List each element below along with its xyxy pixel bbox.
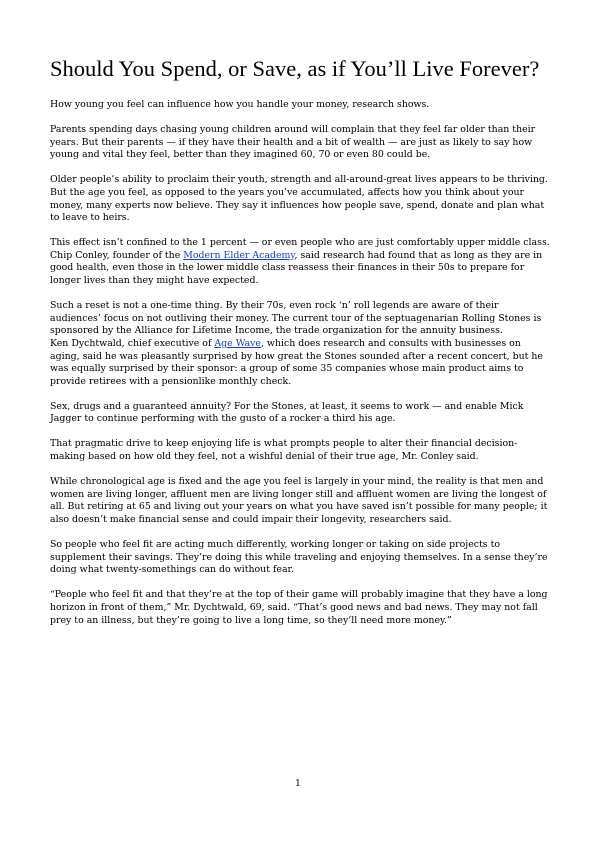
- paragraph-2: Parents spending days chasing young children around will complain that they feel far older than their years. But their parents — if they have their health and a bit of wealth — are just as likely to say how young and vital they feel, better than they imagined 60, 70 or even 80 could be.: [50, 124, 536, 161]
- paragraph-8: That pragmatic drive to keep enjoying life is what prompts people to alter their financial decision-making based on how old they feel, not a wishful denial of their true age, Mr. Conley said.: [50, 438, 518, 463]
- paragraph-4: [50, 237, 550, 287]
- paragraph-9: While chronological age is fixed and the age you feel is largely in your mind, the reality is that men and women are living longer, affluent men are living longer still and affluent women are living the longest of all. But retiring at 65 and living out your years on what you have saved isn’t possible for many people; it also doesn’t make financial sense and could impair their longevity, researchers said.: [50, 476, 548, 525]
- paragraph-4-text-b: , said research had found that as long as they are in good health, even those in the lower middle class reassess their finances in their 50s to prepare for longer lives than they might have expected.: [50, 249, 543, 287]
- paragraph-7: Sex, drugs and a guaranteed annuity? For the Stones, at least, it seems to work — and enable Mick Jagger to continue performing with the gusto of a rocker a third his age.: [50, 400, 524, 425]
- paragraph-5: Such a reset is not a one-time thing. By their 70s, even rock ‘n’ roll legends are aware of their audiences’ focus on not outliving their money. The current tour of the septuagenarian Rolling Stones is sponsored by the Alliance for Lifetime Income, the trade organization for the annuity business.: [50, 300, 542, 337]
- paragraph-11: “People who feel fit and that they’re at the top of their game will probably imagine that they have a long horizon in front of them,” Mr. Dychtwald, 69, said. “That’s good news and bad news. They may not fall prey to an illness, but they’re going to live a long time, so they’ll need more money.”: [50, 589, 548, 626]
- modern-elder-academy-link[interactable]: Modern Elder Academy: [183, 249, 295, 261]
- paragraph-6-text-b: , which does research and consults with businesses on aging, said he was pleasantly surprised by how great the Stones sounded after a recent concert, but he was equally surprised by their sponsor: a group of some 35 companies whose main product aims to provide retirees with a pensionlike monthly check.: [50, 337, 543, 387]
- document-page: [50, 56, 550, 640]
- paragraph-6-text-a: Ken Dychtwald, chief executive of: [50, 337, 215, 349]
- paragraph-10: So people who feel fit are acting much differently, working longer or taking on side projects to supplement their savings. They’re doing this while traveling and enjoying themselves. In a sense they’re doing what twenty-somethings can do without fear.: [50, 539, 548, 576]
- age-wave-link[interactable]: Age Wave: [214, 337, 261, 349]
- paragraph-6: [50, 338, 550, 388]
- page-number: 1: [295, 779, 301, 789]
- paragraph-4-text-a: This effect isn’t confined to the 1 percent — or even people who are just comfortably upper middle class. Chip Conley, founder of the: [50, 237, 550, 261]
- paragraph-3: Older people’s ability to proclaim their youth, strength and all-around-great lives appears to be thriving. But the age you feel, as opposed to the years you’ve accumulated, affects how you think about your money, many experts now believe. They say it influences how people save, spend, donate and plan what to leave to heirs.: [50, 174, 548, 224]
- article-title: Should You Spend, or Save, as if You’ll Live Forever?: [50, 56, 540, 81]
- paragraph-intro: How young you feel can influence how you handle your money, research shows.: [50, 99, 430, 110]
